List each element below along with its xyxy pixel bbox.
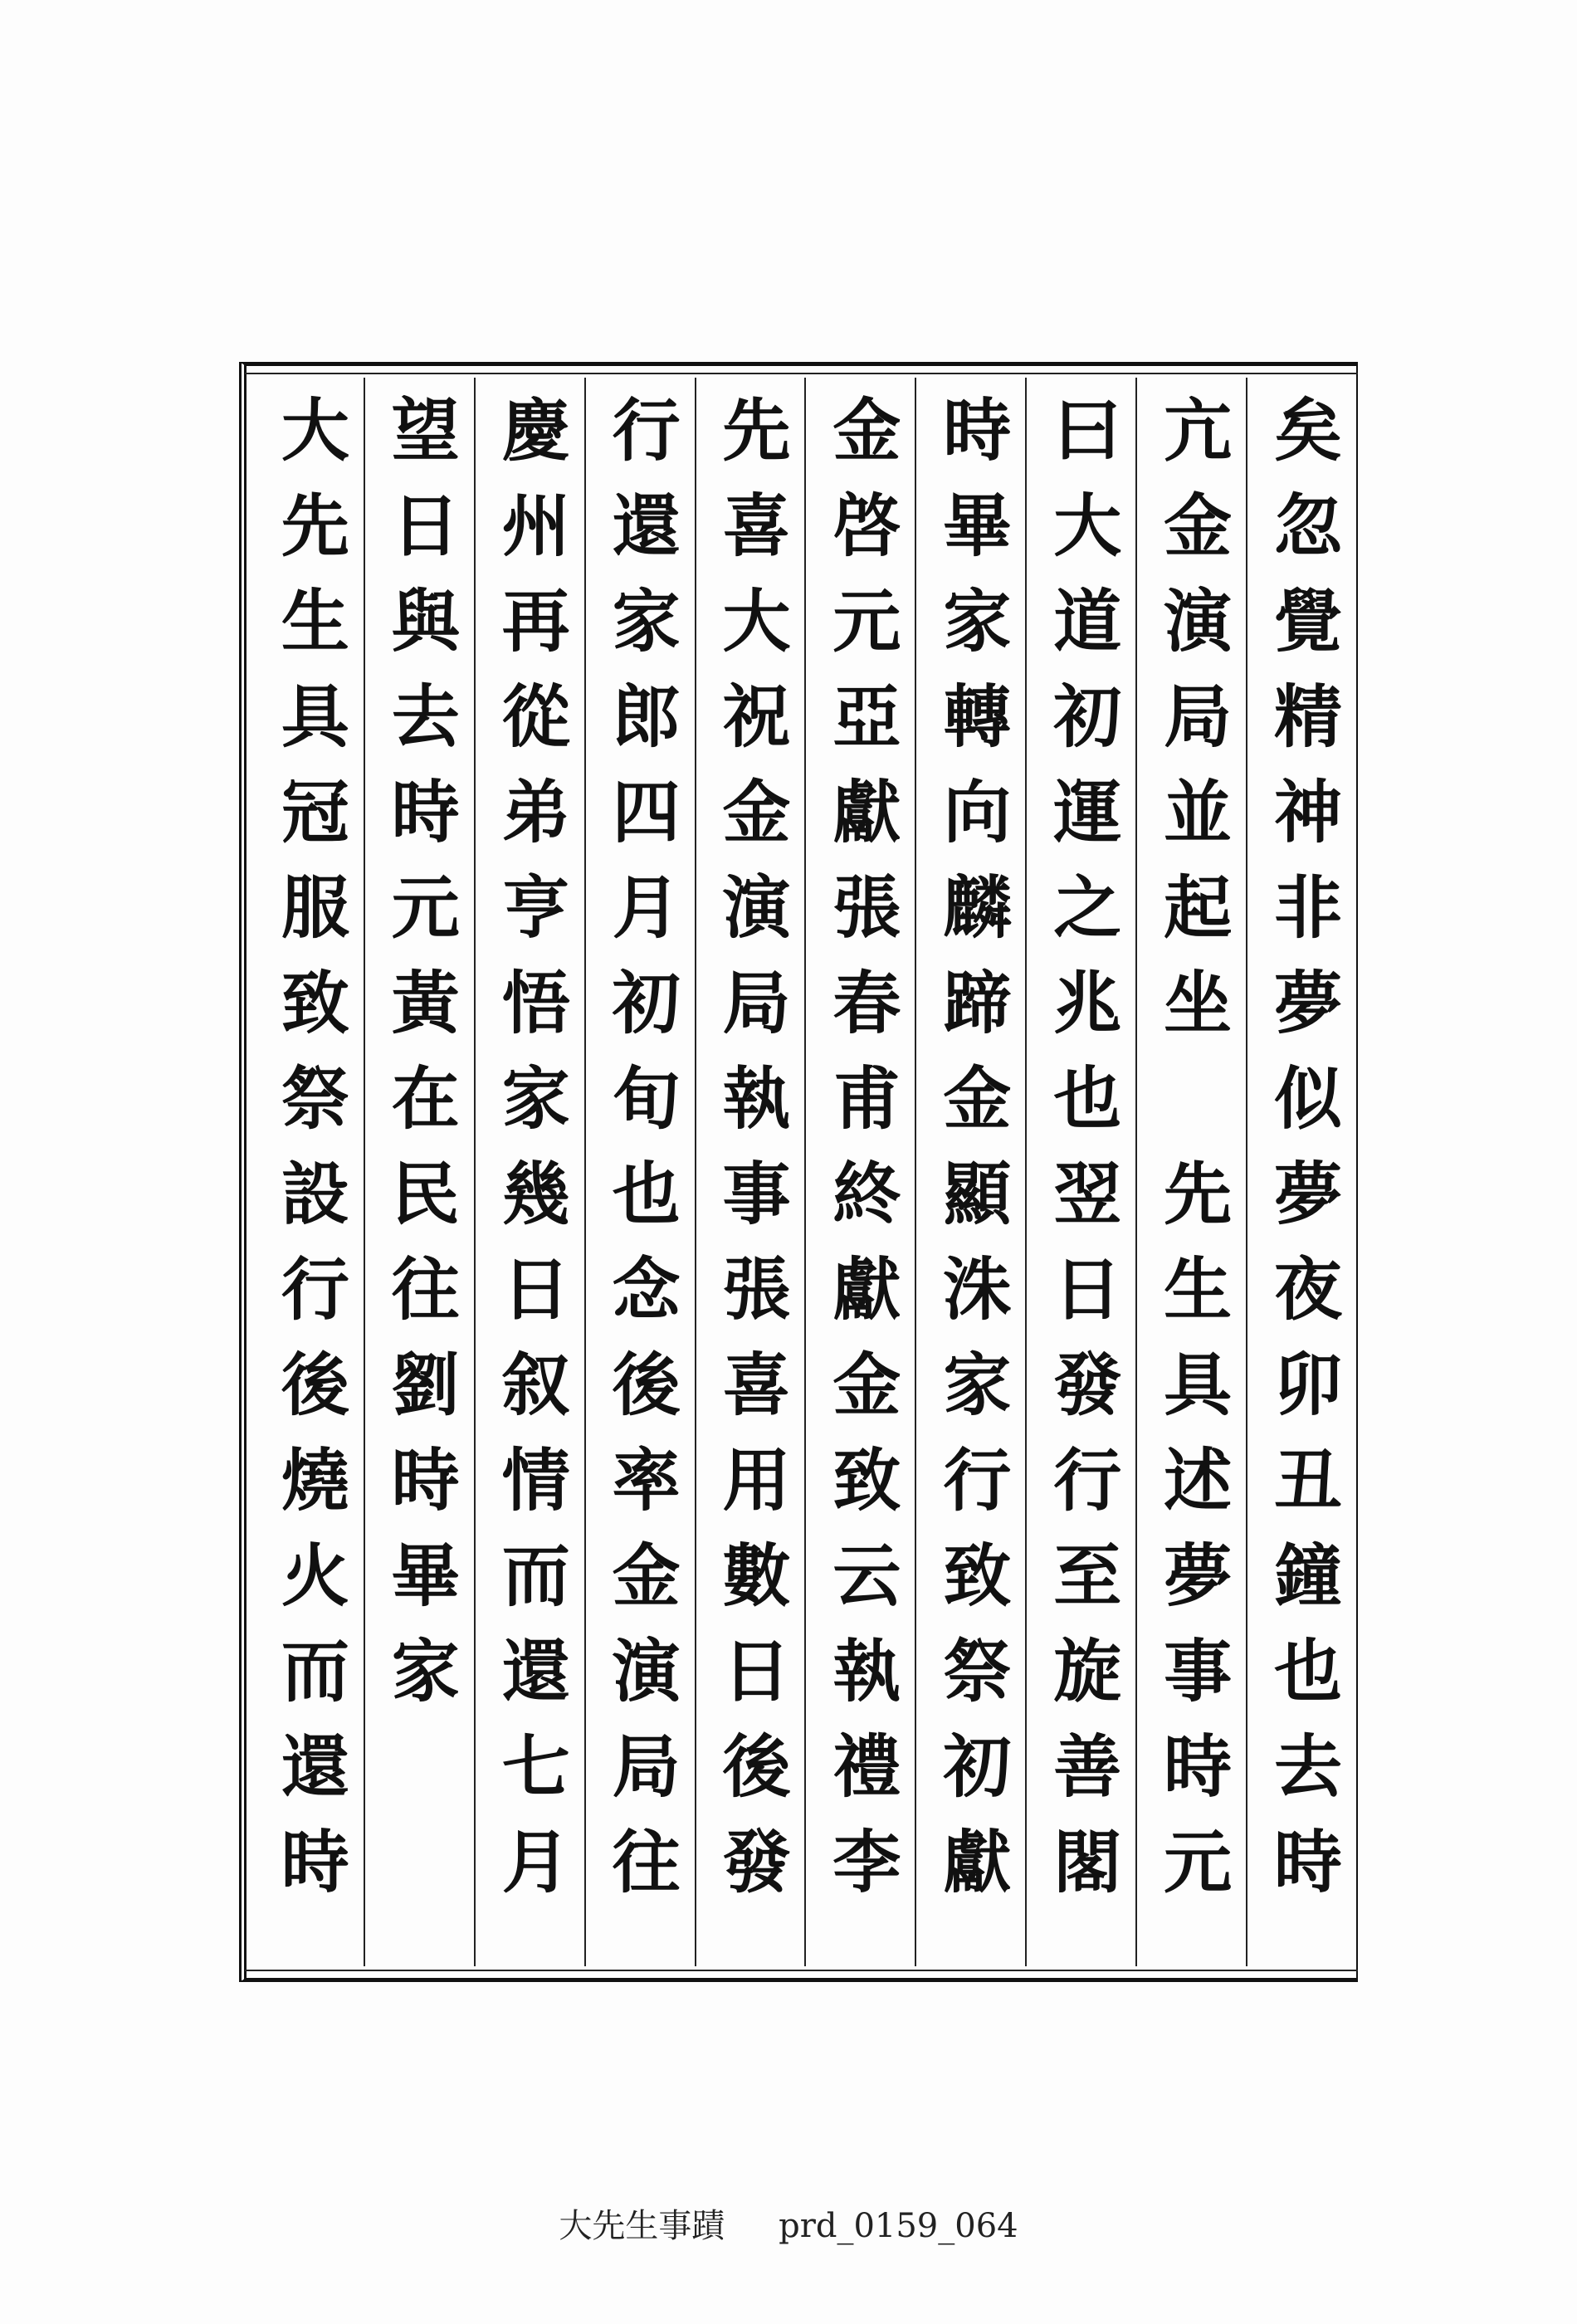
text-column-1 [1246, 378, 1356, 1966]
column-text: 先喜大祝金演局執事張喜用數日後發 [711, 394, 791, 1921]
column-text: 矣忽覺精神非夢似夢夜卯丑鐘也去時 [1262, 394, 1342, 1921]
text-column-4 [915, 378, 1025, 1966]
text-column-9 [364, 378, 474, 1966]
text-column-2 [1135, 378, 1246, 1966]
column-text: 慶州再從弟亨悟家幾日叙情而還七月 [491, 394, 570, 1921]
text-column-6 [695, 378, 805, 1966]
column-text: 行還家郎四月初旬也念後率金演局往 [601, 394, 681, 1921]
column-text: 金啓元亞獻張春甫終獻金致云執禮李 [821, 394, 901, 1921]
page-code: prd_0159_064 [779, 2207, 1018, 2245]
page-footer [0, 2200, 1577, 2247]
text-column-5 [804, 378, 915, 1966]
text-column-7 [584, 378, 695, 1966]
column-text: 亢金演局並起坐 先生具述夢事時元 [1152, 394, 1232, 1921]
column-text: 望日與去時元黃在民往劉時畢家 [380, 394, 460, 1731]
text-frame [239, 362, 1358, 1982]
column-text: 曰大道初運之兆也翌日發行至旋善閣 [1042, 394, 1121, 1921]
text-column-10 [255, 378, 364, 1966]
column-text: 時畢家轉向麟蹄金顯洙家行致祭初獻 [931, 394, 1011, 1921]
column-text: 大先生具冠服致祭設行後燒火而還時 [270, 394, 349, 1921]
text-column-8 [474, 378, 584, 1966]
text-columns [255, 378, 1356, 1966]
book-title: 大先生事蹟 [559, 2207, 725, 2245]
text-column-3 [1025, 378, 1135, 1966]
